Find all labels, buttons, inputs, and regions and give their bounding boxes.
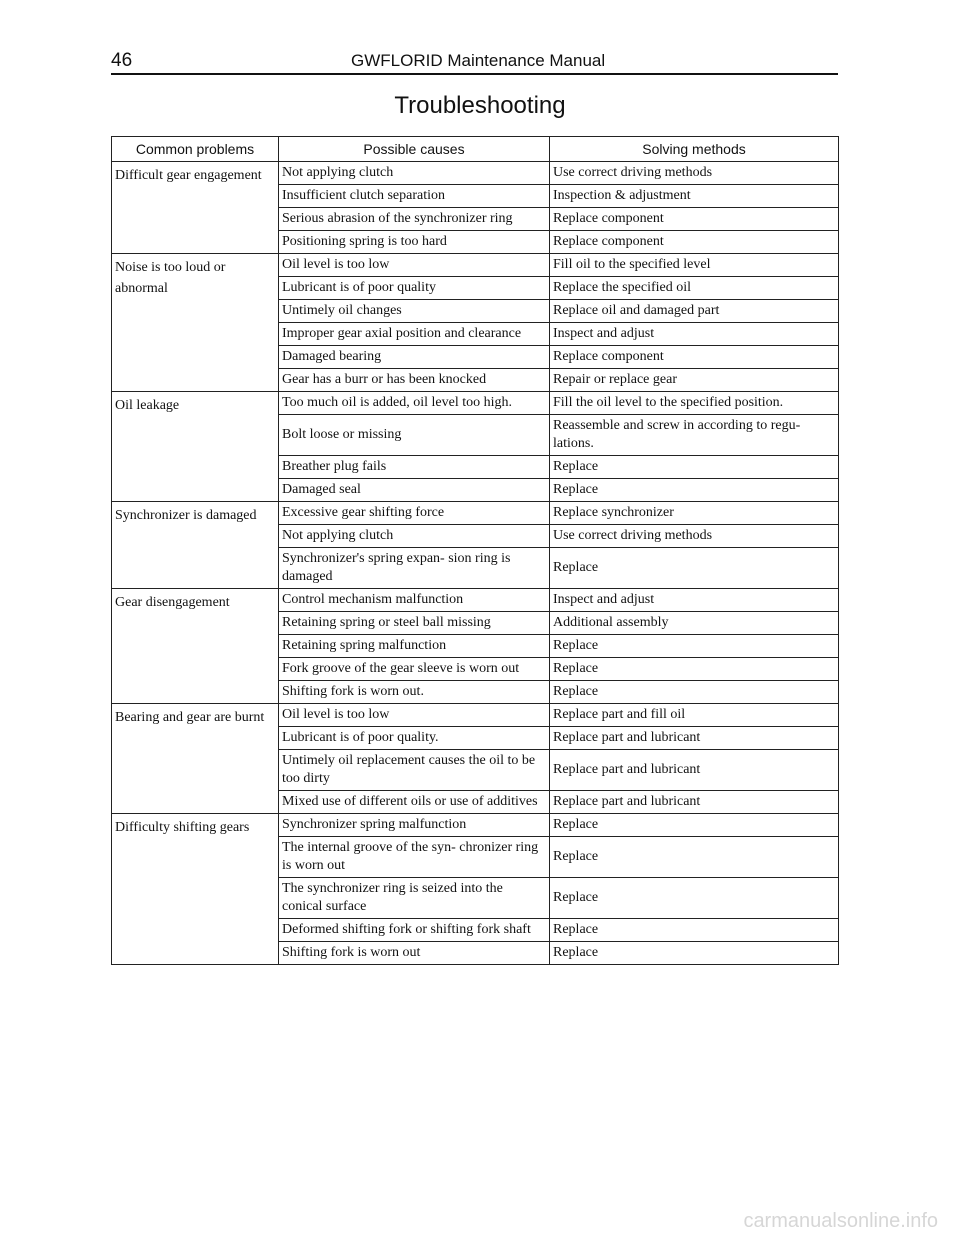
method-cell: Replace component	[550, 231, 839, 254]
method-cell: Replace part and lubricant	[550, 727, 839, 750]
method-cell: Replace synchronizer	[550, 502, 839, 525]
cause-cell: Not applying clutch	[279, 162, 550, 185]
section-title: Troubleshooting	[394, 92, 566, 119]
cause-cell: Lubricant is of poor quality	[279, 277, 550, 300]
problem-cell: Synchronizer is damaged	[112, 502, 279, 589]
table-row	[112, 704, 839, 727]
cause-cell: Synchronizer's spring expan- sion ring is damaged	[279, 548, 550, 589]
method-cell: Replace	[550, 479, 839, 502]
method-cell: Repair or replace gear	[550, 369, 839, 392]
cause-cell: Untimely oil changes	[279, 300, 550, 323]
cause-cell: Retaining spring or steel ball missing	[279, 612, 550, 635]
cause-cell: Retaining spring malfunction	[279, 635, 550, 658]
problem-cell: Difficulty shifting gears	[112, 814, 279, 965]
cause-cell: Shifting fork is worn out.	[279, 681, 550, 704]
method-cell: Replace part and fill oil	[550, 704, 839, 727]
method-cell: Use correct driving methods	[550, 525, 839, 548]
problem-cell: Noise is too loud or abnormal	[112, 254, 279, 392]
cause-cell: Oil level is too low	[279, 704, 550, 727]
cause-cell: Not applying clutch	[279, 525, 550, 548]
table-row	[112, 814, 839, 837]
method-cell: Replace	[550, 942, 839, 965]
cause-cell: Mixed use of different oils or use of additives	[279, 791, 550, 814]
method-cell: Inspect and adjust	[550, 323, 839, 346]
method-cell: Fill oil to the specified level	[550, 254, 839, 277]
cause-cell: Positioning spring is too hard	[279, 231, 550, 254]
method-cell: Reassemble and screw in according to regu- lations.	[550, 415, 839, 456]
header-solving-methods: Solving methods	[550, 137, 839, 162]
cause-cell: Serious abrasion of the synchronizer ring	[279, 208, 550, 231]
cause-cell: Damaged seal	[279, 479, 550, 502]
table-row	[112, 254, 839, 277]
method-cell: Inspection & adjustment	[550, 185, 839, 208]
cause-cell: Fork groove of the gear sleeve is worn out	[279, 658, 550, 681]
cause-cell: Oil level is too low	[279, 254, 550, 277]
cause-cell: Insufficient clutch separation	[279, 185, 550, 208]
cause-cell: Bolt loose or missing	[279, 415, 550, 456]
cause-cell: Synchronizer spring malfunction	[279, 814, 550, 837]
method-cell: Fill the oil level to the specified position.	[550, 392, 839, 415]
method-cell: Replace component	[550, 346, 839, 369]
problem-cell: Oil leakage	[112, 392, 279, 502]
cause-cell: Excessive gear shifting force	[279, 502, 550, 525]
table-row	[112, 162, 839, 185]
cause-cell: Lubricant is of poor quality.	[279, 727, 550, 750]
cause-cell: Control mechanism malfunction	[279, 589, 550, 612]
method-cell: Replace part and lubricant	[550, 791, 839, 814]
cause-cell: Damaged bearing	[279, 346, 550, 369]
table-row	[112, 589, 839, 612]
cause-cell: Breather plug fails	[279, 456, 550, 479]
table-header-row	[112, 137, 839, 162]
method-cell: Use correct driving methods	[550, 162, 839, 185]
cause-cell: Untimely oil replacement causes the oil to be too dirty	[279, 750, 550, 791]
problem-cell: Bearing and gear are burnt	[112, 704, 279, 814]
method-cell: Replace	[550, 814, 839, 837]
watermark: carmanualsonline.info	[743, 1210, 938, 1232]
problem-cell: Difficult gear engagement	[112, 162, 279, 254]
cause-cell: Shifting fork is worn out	[279, 942, 550, 965]
page-header	[111, 48, 838, 76]
header-common-problems: Common problems	[112, 137, 279, 162]
method-cell: Replace	[550, 548, 839, 589]
method-cell: Replace oil and damaged part	[550, 300, 839, 323]
troubleshooting-table	[111, 136, 839, 965]
table-body	[112, 162, 839, 965]
cause-cell: Gear has a burr or has been knocked	[279, 369, 550, 392]
method-cell: Replace	[550, 658, 839, 681]
cause-cell: Improper gear axial position and clearance	[279, 323, 550, 346]
manual-title: GWFLORID Maintenance Manual	[351, 51, 606, 70]
method-cell: Replace	[550, 635, 839, 658]
table-row	[112, 502, 839, 525]
method-cell: Replace	[550, 837, 839, 878]
method-cell: Inspect and adjust	[550, 589, 839, 612]
table-row	[112, 392, 839, 415]
cause-cell: The internal groove of the syn- chronizer ring is worn out	[279, 837, 550, 878]
method-cell: Replace component	[550, 208, 839, 231]
method-cell: Replace part and lubricant	[550, 750, 839, 791]
cause-cell: Too much oil is added, oil level too high.	[279, 392, 550, 415]
page-number: 46	[111, 50, 133, 71]
method-cell: Replace	[550, 919, 839, 942]
header-rule	[111, 73, 838, 75]
cause-cell: Deformed shifting fork or shifting fork shaft	[279, 919, 550, 942]
method-cell: Replace	[550, 456, 839, 479]
cause-cell: The synchronizer ring is seized into the conical surface	[279, 878, 550, 919]
method-cell: Replace	[550, 878, 839, 919]
header-possible-causes: Possible causes	[279, 137, 550, 162]
method-cell: Replace	[550, 681, 839, 704]
problem-cell: Gear disengagement	[112, 589, 279, 704]
method-cell: Replace the specified oil	[550, 277, 839, 300]
method-cell: Additional assembly	[550, 612, 839, 635]
